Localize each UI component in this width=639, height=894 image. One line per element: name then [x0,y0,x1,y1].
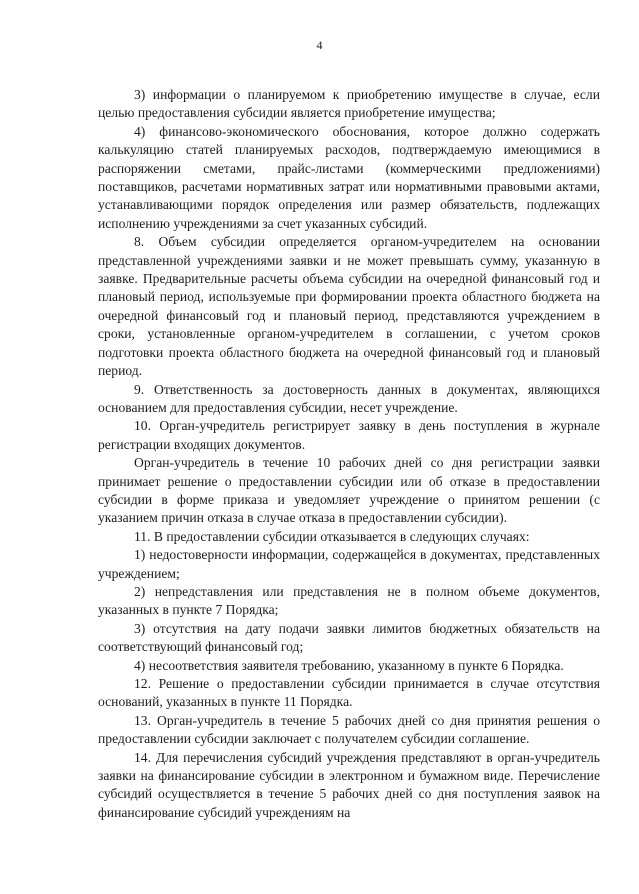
paragraph-item-3-property: 3) информации о планируемом к приобретению имуществе в случае, если целью предоставления субсидии является приобретение имущества; [98,87,600,121]
page-number: 4 [316,38,323,52]
paragraph-clause-11: 11. В предоставлении субсидии отказывается в следующих случаях: [134,528,530,544]
paragraph-clause-10-decision: Орган-учредитель в течение 10 рабочих дней со дня регистрации заявки принимает решение о предоставлении субсидии или об отказе в предоставлении субсидии в форме приказа и уведомляет учреждение о принятом решении (с указанием причин отказа в случае отказа в предоставлении субсидии). [98,455,600,526]
paragraph-clause-10: 10. Орган-учредитель регистрирует заявку в день поступления в журнале регистрации входящих документов. [98,418,600,452]
paragraph-item-4-justification: 4) финансово-экономического обоснования, которое должно содержать калькуляцию статей планируемых расходов, подтверждаемую имеющимися в распоряжении сметами, прайс-листами (коммерческими предложениями) поставщиков, расчетами нормативных затрат или нормативными правовыми актами, устанавливающими порядок определения или размер обязательств, подлежащих исполнению учреждениями за счет указанных субсидий. [98,123,600,231]
paragraph-refusal-1: 1) недостоверности информации, содержащейся в документах, представленных учреждением; [98,547,600,581]
paragraph-clause-14: 14. Для перечисления субсидий учреждения представляют в орган-учредитель заявки на финансирование субсидии в электронном и бумажном виде. Перечисление субсидий осуществляется в течение 5 рабочих дней со дня поступления заявок на финансирование субсидий учреждениям на [98,749,600,820]
paragraph-refusal-3: 3) отсутствия на дату подачи заявки лимитов бюджетных обязательств на соответствующий финансовый год; [98,620,600,655]
document-body [98,86,600,822]
paragraph-clause-9: 9. Ответственность за достоверность данных в документах, являющихся основанием для предоставления субсидии, несет учреждение. [98,381,600,415]
paragraph-refusal-2: 2) непредставления или представления не в полном объеме документов, указанных в пункте 7 Порядка; [98,583,600,618]
paragraph-clause-13: 13. Орган-учредитель в течение 5 рабочих дней со дня принятия решения о предоставлении субсидии заключает с получателем субсидии соглашение. [98,712,600,747]
paragraph-clause-8: 8. Объем субсидии определяется органом-учредителем на основании представленной учреждениями заявки и не может превышать сумму, указанную в заявке. Предварительные расчеты объема субсидии на очередной финансовый год и плановый период, используемые при формировании проекта областного бюджета на очередной финансовый год и плановый период, представляются учреждением в сроки, установленные органом-учредителем в соглашении, с учетом сроков подготовки проекта областного бюджета на очередной финансовый год и плановый период. [98,234,600,379]
paragraph-clause-12: 12. Решение о предоставлении субсидии принимается в случае отсутствия оснований, указанных в пункте 11 Порядка. [98,676,600,710]
paragraph-refusal-4: 4) несоответствия заявителя требованию, указанному в пункте 6 Порядка. [134,657,564,673]
